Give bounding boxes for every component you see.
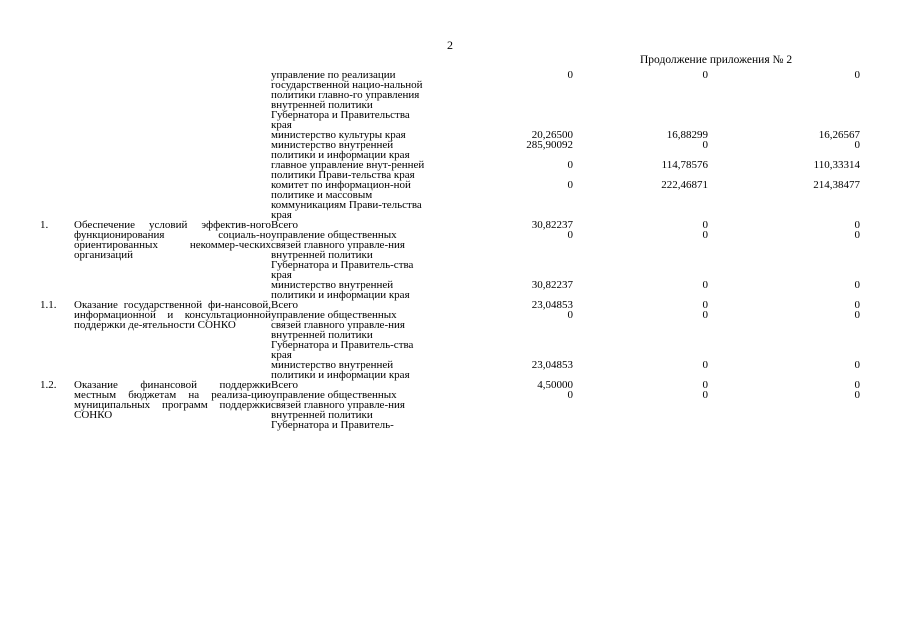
- value-year-2: 0: [702, 299, 708, 311]
- value-year-1: 23,04853: [531, 359, 573, 371]
- value-year-1: 0: [567, 229, 573, 241]
- value-year-3: 0: [854, 69, 860, 81]
- executor: управление общественных связей главного управле-ния внутренней политики Губернатора и Правитель-ства края: [271, 229, 414, 281]
- table-row: [40, 160, 860, 180]
- value-year-3: 0: [854, 379, 860, 391]
- value-year-2: 0: [702, 309, 708, 321]
- value-year-1: 20,26500: [531, 129, 573, 141]
- measure-name: [74, 130, 271, 140]
- value-year-2: 0: [702, 219, 708, 231]
- continuation-label: Продолжение приложения № 2: [640, 54, 793, 66]
- value-year-1: 30,82237: [531, 219, 573, 231]
- table-row: [40, 70, 860, 130]
- value-year-2: 0: [702, 229, 708, 241]
- row-number: [40, 130, 74, 140]
- measure-name: [74, 140, 271, 160]
- value-year-3: 0: [854, 389, 860, 401]
- value-year-3: 0: [854, 139, 860, 151]
- row-number: [40, 160, 74, 180]
- executor: министерство внутренней политики и информации края: [271, 139, 410, 161]
- page-number: 2: [447, 38, 453, 52]
- executor: комитет по информацион-ной политике и массовым коммуникациям Прави-тельства края: [271, 179, 422, 221]
- value-year-2: 222,46871: [661, 179, 708, 191]
- row-number: [40, 140, 74, 160]
- executor: Всего: [271, 379, 298, 391]
- value-year-1: 23,04853: [531, 299, 573, 311]
- executor: управление общественных связей главного управле-ния внутренней политики Губернатора и Правитель-ства края: [271, 309, 414, 361]
- value-year-3: 0: [854, 299, 860, 311]
- value-year-2: 0: [702, 379, 708, 391]
- value-year-3: 0: [854, 229, 860, 241]
- executor: Всего: [271, 219, 298, 231]
- executor: Всего: [271, 299, 298, 311]
- value-year-3: 0: [854, 359, 860, 371]
- value-year-3: 0: [854, 309, 860, 321]
- value-year-2: 0: [702, 389, 708, 401]
- value-year-2: 0: [702, 359, 708, 371]
- executor: министерство внутренней политики и информации края: [271, 279, 410, 301]
- measure-name: Обеспечение условий эффектив-ного функционирования социаль-но ориентированных некоммер-ческих организаций: [74, 219, 271, 261]
- measure-name: [74, 70, 271, 130]
- value-year-2: 16,88299: [666, 129, 708, 141]
- measure-name: [74, 180, 271, 220]
- value-year-1: 0: [567, 69, 573, 81]
- row-number: [40, 70, 74, 130]
- value-year-3: 110,33314: [813, 159, 860, 171]
- table-row: [40, 220, 860, 230]
- row-number: [40, 180, 74, 220]
- executor: министерство культуры края: [271, 129, 406, 141]
- executor: главное управление внут-ренней политики Прави-тельства края: [271, 159, 425, 181]
- table-row: [40, 380, 860, 390]
- value-year-1: 0: [567, 309, 573, 321]
- value-year-2: 114,78576: [661, 159, 708, 171]
- value-year-2: 0: [702, 279, 708, 291]
- value-year-3: 16,26567: [818, 129, 860, 141]
- measure-name: Оказание государственной фи-нансовой, информационной и консультационной поддержки де-ятельности СОНКО: [74, 299, 271, 331]
- value-year-2: 0: [702, 139, 708, 151]
- row-number: 1.: [40, 219, 49, 231]
- value-year-1: 4,50000: [537, 379, 573, 391]
- table-row: [40, 180, 860, 220]
- value-year-1: 0: [567, 389, 573, 401]
- measure-name: Оказание финансовой поддержки местным бюджетам на реализа-цию муниципальных программ поддержки СОНКО: [74, 379, 271, 421]
- row-number: 1.2.: [40, 379, 57, 391]
- executor: управление по реализации государственной нацио-нальной политики главно-го управления внутренней политики Губернатора и Правительства края: [271, 69, 423, 131]
- executor: управление общественных связей главного управле-ния внутренней политики Губернатора и Правитель-: [271, 389, 405, 431]
- value-year-3: 214,38477: [813, 179, 860, 191]
- measure-name: [74, 160, 271, 180]
- table-row: [40, 130, 860, 140]
- budget-table: [40, 70, 860, 430]
- value-year-2: 0: [702, 69, 708, 81]
- executor: министерство внутренней политики и информации края: [271, 359, 410, 381]
- value-year-3: 0: [854, 279, 860, 291]
- value-year-3: 0: [854, 219, 860, 231]
- value-year-1: 0: [567, 159, 573, 171]
- value-year-1: 0: [567, 179, 573, 191]
- table-row: [40, 300, 860, 310]
- value-year-1: 30,82237: [531, 279, 573, 291]
- value-year-1: 285,90092: [526, 139, 573, 151]
- row-number: 1.1.: [40, 299, 57, 311]
- table-row: [40, 140, 860, 160]
